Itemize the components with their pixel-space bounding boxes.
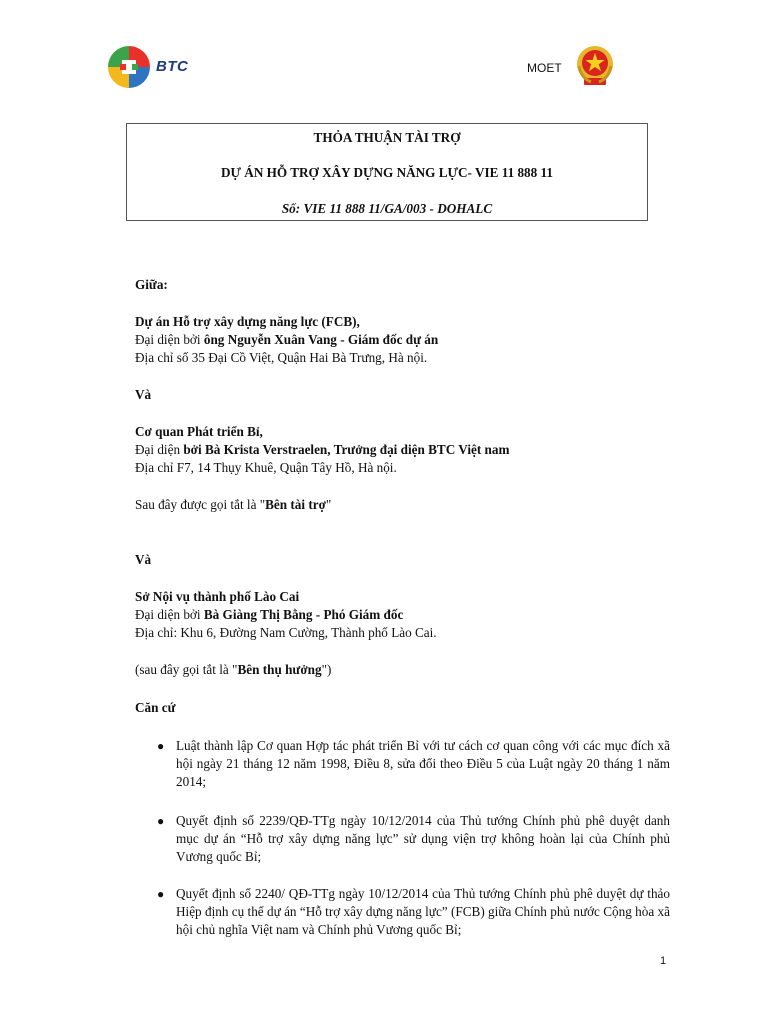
list-item: Quyết định số 2240/ QĐ-TTg ngày 10/12/2014 của Thủ tướng Chính phủ phê duyệt dự thảo Hiệp định cụ thể dự án “Hỗ trợ xây dựng năng lực” (FCB) giữa Chính phủ nước Cộng hòa xã hội chủ nghĩa Việt nam và Chính phủ Vương quốc Bỉ; — [176, 886, 670, 937]
agreement-number: Số: VIE 11 888 11/GA/003 - DOHALC — [281, 201, 493, 216]
party2-alias-suffix: " — [325, 497, 332, 512]
party3-name: Sở Nội vụ thành phố Lào Cai — [135, 589, 300, 604]
party2-alias-name: Bên tài trợ — [265, 497, 326, 512]
project-title: DỰ ÁN HỖ TRỢ XÂY DỰNG NĂNG LỰC- VIE 11 888 11 — [220, 165, 554, 180]
party2-rep-prefix: Đại diện — [135, 442, 184, 457]
document-title: THỎA THUẬN TÀI TRỢ — [313, 130, 461, 145]
party3-alias-name: Bên thụ hưởng — [237, 662, 322, 677]
party2-alias — [135, 496, 331, 514]
party1-representative — [135, 331, 438, 349]
party2-address: Địa chỉ F7, 14 Thụy Khuê, Quận Tây Hồ, Hà nội. — [135, 460, 397, 475]
party1-name: Dự án Hỗ trợ xây dựng năng lực (FCB), — [135, 314, 360, 329]
party3-rep-prefix: Đại diện bởi — [135, 607, 204, 622]
party3-representative — [135, 606, 403, 624]
moet-label: MOET — [527, 61, 562, 75]
party1-rep-prefix: Đại diện bởi — [135, 332, 204, 347]
party3-address: Địa chỉ: Khu 6, Đường Nam Cường, Thành phố Lào Cai. — [135, 625, 437, 640]
party2-rep-name: bởi Bà Krista Verstraelen, Trưởng đại diện BTC Việt nam — [183, 442, 510, 457]
party2-name: Cơ quan Phát triển Bỉ, — [135, 424, 263, 439]
party3-alias-suffix: ") — [321, 662, 332, 677]
list-item: Quyết định số 2239/QĐ-TTg ngày 10/12/2014 của Thủ tướng Chính phủ phê duyệt danh mục dự án “Hỗ trợ xây dựng năng lực” sử dụng viện trợ không hoàn lại của Chính phủ Vương quốc Bỉ; — [176, 813, 670, 864]
btc-logo-icon — [106, 44, 152, 90]
bullet-icon: ● — [157, 887, 165, 901]
between-heading: Giữa: — [135, 277, 168, 292]
bullet-icon: ● — [157, 814, 165, 828]
and-separator-2: Và — [135, 552, 152, 567]
party2-representative — [135, 441, 509, 459]
party3-alias — [135, 661, 331, 679]
list-item: Luật thành lập Cơ quan Hợp tác phát triển Bỉ với tư cách cơ quan công với các mục đích xã hội ngày 21 tháng 12 năm 1998, Điều 8, sửa đổi theo Điều 5 của Luật ngày 20 tháng 1 năm 2014; — [176, 738, 670, 789]
title-box — [126, 123, 648, 221]
party1-rep-name: ông Nguyễn Xuân Vang - Giám đốc dự án — [203, 332, 439, 347]
page-number: 1 — [660, 955, 667, 967]
pursuant-heading: Căn cứ — [135, 700, 176, 715]
bullet-icon: ● — [157, 739, 165, 753]
and-separator-1: Và — [135, 387, 152, 402]
party3-rep-name: Bà Giàng Thị Bằng - Phó Giám đốc — [203, 607, 404, 622]
btc-logo-text: BTC — [156, 58, 189, 75]
party2-alias-prefix: Sau đây được gọi tắt là " — [135, 497, 266, 512]
party1-address: Địa chỉ số 35 Đại Cồ Việt, Quận Hai Bà Trưng, Hà nội. — [135, 350, 428, 365]
party3-alias-prefix: (sau đây gọi tắt là " — [135, 662, 238, 677]
national-emblem-icon — [575, 44, 615, 88]
